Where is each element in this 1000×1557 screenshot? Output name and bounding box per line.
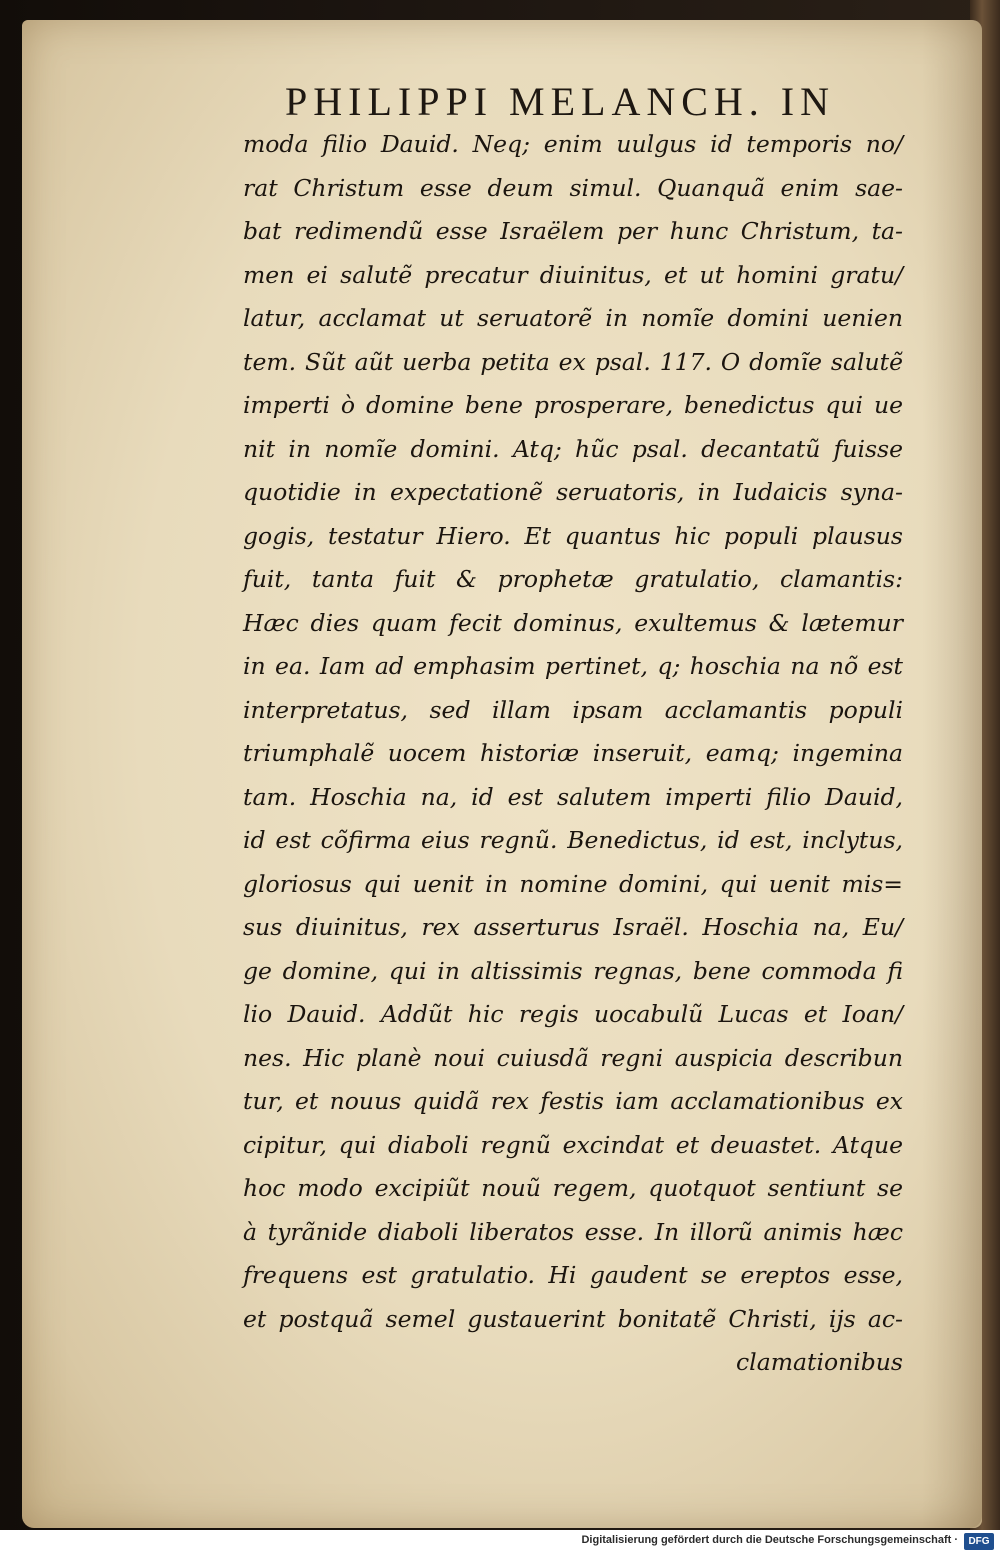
- text-line: fuit, tanta fuit & prophetæ gratulatio, clamantis:: [243, 565, 903, 593]
- text-line: latur, acclamat ut seruatorẽ in nomĩe domini uenien: [243, 304, 903, 332]
- text-line: bat redimendũ esse Israëlem per hunc Christum, ta-: [243, 217, 903, 245]
- text-line: men ei salutẽ precatur diuinitus, et ut homini gratu/: [243, 260, 903, 289]
- footer-bar: [0, 1530, 1000, 1557]
- text-line: rat Christum esse deum simul. Quanquã enim sae-: [243, 173, 903, 202]
- text-line: id est cõfirma eius regnũ. Benedictus, id est, inclytus,: [243, 826, 903, 854]
- text-line: in ea. Iam ad emphasim pertinet, q; hoschia na nõ est: [243, 652, 903, 680]
- text-line: imperti ò domine bene prosperare, benedictus qui ue: [243, 391, 903, 419]
- text-line: nes. Hic planè noui cuiusdã regni auspicia describun: [243, 1043, 903, 1072]
- catchword: clamationibus: [736, 1348, 903, 1376]
- text-line: gloriosus qui uenit in nomine domini, qui uenit mis=: [243, 869, 903, 898]
- running-title: PHILIPPI MELANCH. IN: [285, 79, 835, 124]
- text-line: tem. Sũt aũt uerba petita ex psal. 117. O domĩe salutẽ: [243, 347, 903, 376]
- text-line: triumphalẽ uocem historiæ inseruit, eamq; ingemina: [243, 739, 903, 767]
- text-line: quotidie in expectationẽ seruatoris, in Iudaicis syna-: [243, 478, 903, 506]
- text-line: tam. Hoschia na, id est salutem imperti filio Dauid,: [243, 782, 903, 811]
- text-line: à tyrãnide diaboli liberatos esse. In illorũ animis hæc: [243, 1217, 903, 1246]
- digitization-credit: Digitalisierung gefördert durch die Deutsche Forschungsgemeinschaft ·: [581, 1534, 958, 1546]
- text-line: frequens est gratulatio. Hi gaudent se ereptos esse,: [243, 1261, 903, 1289]
- text-line: lio Dauid. Addũt hic regis uocabulũ Lucas et Ioan/: [243, 1000, 903, 1028]
- text-line: Hæc dies quam fecit dominus, exultemus & lætemur: [243, 608, 903, 637]
- text-line: gogis, testatur Hiero. Et quantus hic populi plausus: [243, 521, 903, 550]
- text-line: hoc modo excipiũt nouũ regem, quotquot sentiunt se: [243, 1174, 903, 1202]
- body-text: [243, 123, 903, 1385]
- text-line: tur, et nouus quidã rex festis iam acclamationibus ex: [243, 1087, 903, 1115]
- text-line: sus diuinitus, rex asserturus Israël. Hoschia na, Eu/: [243, 913, 903, 941]
- text-line: nit in nomĩe domini. Atq; hũc psal. decantatũ fuisse: [243, 434, 903, 463]
- text-line: moda filio Dauid. Neq; enim uulgus id temporis no/: [243, 130, 903, 158]
- text-line: ge domine, qui in altissimis regnas, bene commoda fi: [243, 956, 903, 985]
- text-line: et postquã semel gustauerint bonitatẽ Christi, ijs ac-: [243, 1304, 903, 1333]
- dfg-logo-icon: DFG: [964, 1533, 994, 1550]
- text-line: cipitur, qui diaboli regnũ excindat et deuastet. Atque: [243, 1130, 903, 1159]
- text-line: interpretatus, sed illam ipsam acclamantis populi: [243, 695, 903, 724]
